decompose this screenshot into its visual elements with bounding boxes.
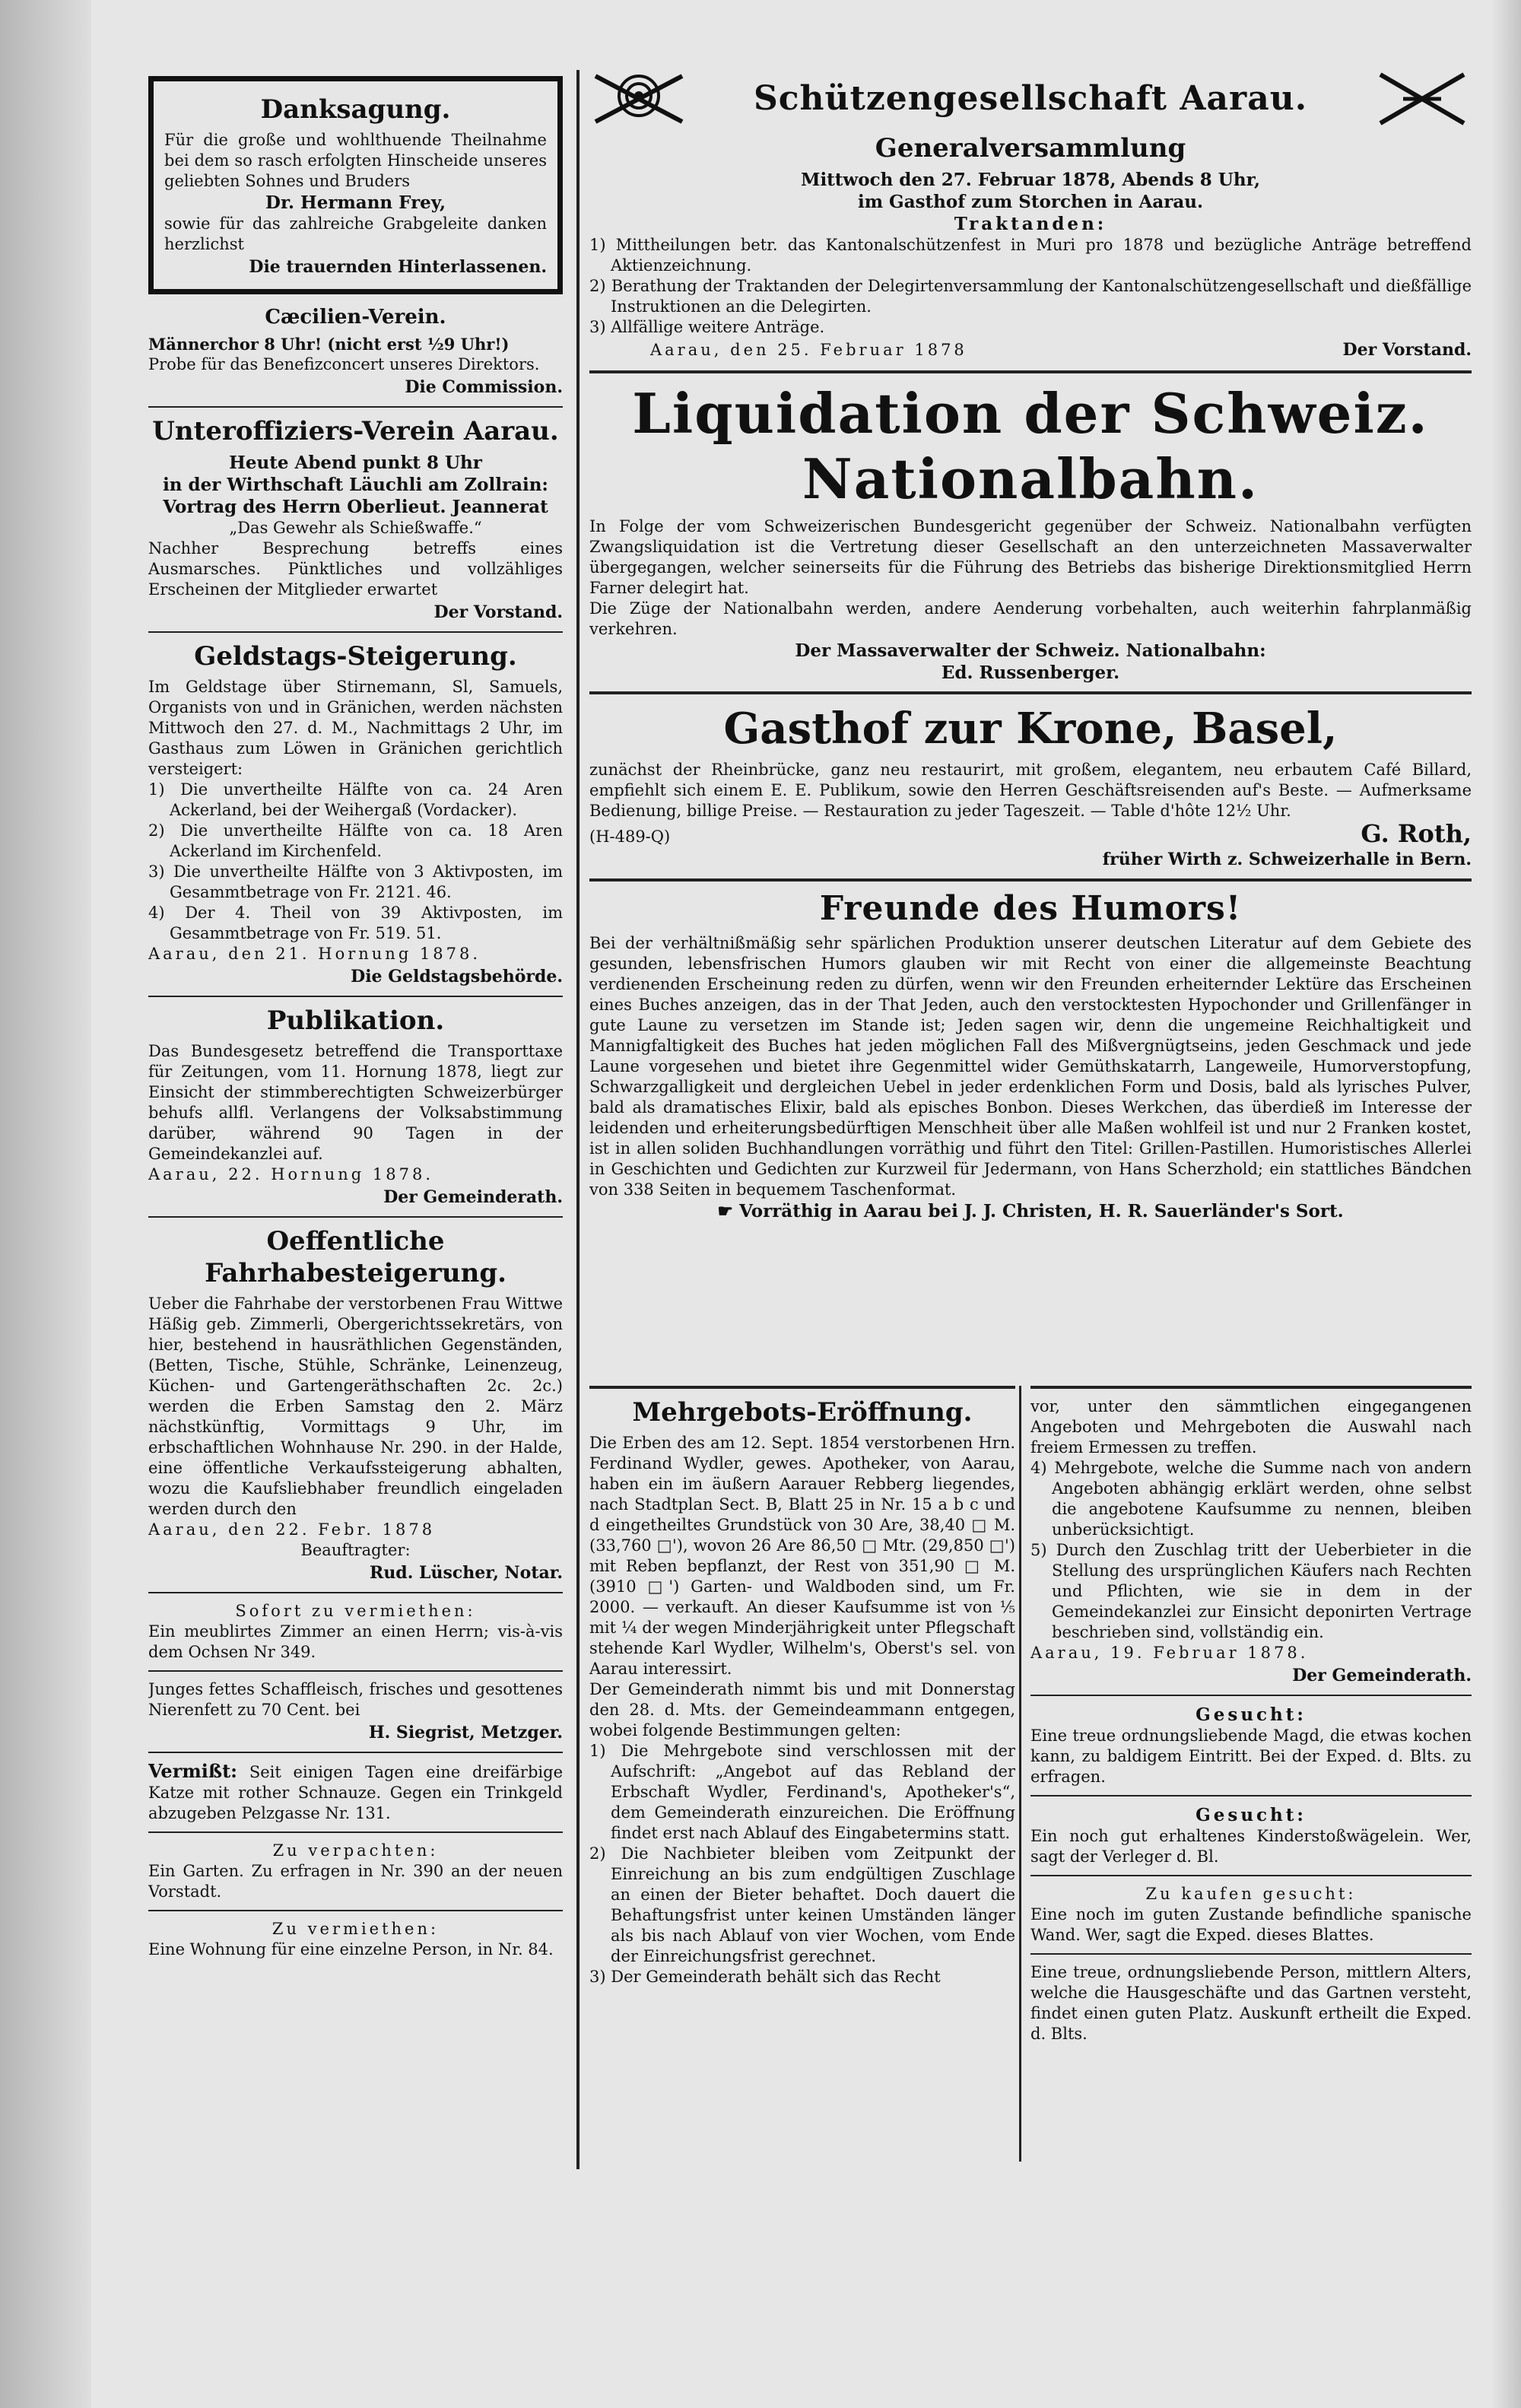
vermiethen2-text: Eine Wohnung für eine einzelne Person, in Nr. 84. — [148, 1940, 554, 1958]
caecilien-line2: Probe für das Benefizconcert unseres Direktors. — [148, 355, 540, 373]
fahrhabe-beauftragter: Beauftragter: — [300, 1541, 411, 1559]
humor-title: Freunde des Humors! — [819, 889, 1242, 928]
danksagung-title: Danksagung. — [260, 94, 451, 125]
schuetzen-header — [589, 68, 1472, 129]
publikation-title: Publikation. — [266, 1005, 445, 1036]
schuetzen-subtitle: Generalversammlung — [875, 133, 1186, 164]
pointing-hand-icon: ☛ — [717, 1201, 733, 1221]
unteroffiziers-title: Unteroffiziers-Verein Aarau. — [152, 416, 559, 446]
kaufen-text: Eine noch im guten Zustande befindliche spanische Wand. Wer, sagt die Exped. dieses Blattes. — [1030, 1905, 1472, 1944]
mehrgebots-item: 1) Die Mehrgebote sind verschlossen mit der Aufschrift: „Angebot auf das Rebland der Erbschaft Wydler, Ferdinand's, Apotheker's“, dem Gemeinderath einzureichen. Die Eröffnung findet erst nach Ablauf des Eingabetermins statt. — [589, 1742, 1015, 1842]
humor-text: Bei der verhältnißmäßig sehr spärlichen Produktion unserer deutschen Literatur auf dem Gebiete des gesunden, lebensfrischen Humors glauben wir mit Recht von einer die allgemeinste Beachtung verdienenden Erscheinung reden zu dürfen, wenn wir den Freunden erheiternder Lektüre das Erscheinen eines Buches anzeigen, das in der That Jeden, auch den verstocktesten Hypochonder und Grillenfänger in gute Laune zu versetzen im Stande ist; Jeden sagen wir, denn die ungemeine Reichhaltigkeit und Mannigfaltigkeit des Buches hat jeden möglichen Fall des Mißvergnügtseins, jeden Geschmack und jede Laune vorgesehen und bietet ihre Gegenmittel wider Gemüthskatarrh, Langeweile, Humorverstopfung, Schwarzgalligkeit und dergleichen Uebel in jeder erdenklichen Form und Dosis, bald als lyrisches Pulver, bald als dramatisches Elixir, bald als episches Bonbon. Dieses Werkchen, das überdieß im Interesse der leidenden und erheiterungsbedürftigen Menschheit über alle Maßen wohlfeil ist und nur 2 Franken kostet, ist in allen soliden Buchhandlungen vorräthig und führt den Titel: Grillen-Pastillen. Humoristisches Allerlei in Geschichten und Gedichten zur Kurzweil für Jedermann, von Hans Scherzhold; ein stattliches Bändchen von 338 Seiten in bequemem Taschenformat. — [589, 934, 1472, 1199]
geldstags-date: Aarau, den 21. Hornung 1878. — [148, 945, 481, 963]
divider — [148, 1216, 563, 1218]
divider — [148, 1910, 563, 1911]
caecilien-line1: Männerchor 8 Uhr! (nicht erst ½9 Uhr!) — [148, 335, 510, 354]
fahrhabe-title: Oeffentliche Fahrhabesteigerung. — [205, 1226, 506, 1288]
danksagung-notice — [148, 76, 563, 294]
humor-footer — [589, 1200, 1472, 1222]
liquidation-signature1: Der Massaverwalter der Schweiz. Nationalbahn: — [795, 640, 1266, 661]
schuetzen-where: im Gasthof zum Storchen in Aarau. — [857, 192, 1204, 212]
unteroffiziers-signature: Der Vorstand. — [433, 602, 563, 622]
divider — [1030, 1386, 1472, 1389]
publikation-text: Das Bundesgesetz betreffend die Transporttaxe für Zeitungen, vom 11. Hornung 1878, liegt zur Einsicht der stimmberechtigten Schweizerbürger behufs allfl. Verlangens der Volksabstimmung darüber, während 90 Tagen in der Gemeindekanzlei auf. — [148, 1042, 563, 1163]
caecilien-title: Cæcilien-Verein. — [265, 306, 446, 329]
divider — [589, 370, 1472, 373]
column-divider — [576, 70, 580, 2169]
krone-signature2: früher Wirth z. Schweizerhalle in Bern. — [1102, 850, 1472, 869]
danksagung-text: Für die große und wohlthuende Theilnahme bei dem so rasch erfolgten Hinscheide unseres geliebten Sohnes und Bruders — [164, 131, 547, 190]
krone-text: zunächst der Rheinbrücke, ganz neu restaurirt, mit großem, elegantem, neu erbautem Café Billard, empfiehlt sich einem E. E. Publikum, sowie den Herren Geschäftsreisenden auf's Beste. — Aufmerksame Bedienung, billige Preise. — Restauration zu jeder Tageszeit. — Table d'hôte 12½ Uhr. — [589, 761, 1472, 820]
page-shadow-left — [0, 0, 91, 2408]
mehrgebots-text2: Der Gemeinderath nimmt bis und mit Donnerstag den 28. d. Mts. der Gemeindeammann entgegen, wobei folgende Bestimmungen gelten: — [589, 1680, 1015, 1739]
kaufen-title: Zu kaufen gesucht: — [1145, 1885, 1357, 1903]
crossed-rifles-emblem-icon — [1373, 68, 1472, 129]
mehrgebots-title: Mehrgebots-Eröffnung. — [632, 1397, 973, 1428]
liquidation-signature2: Ed. Russenberger. — [941, 662, 1120, 683]
mehrgebots-list — [589, 1741, 1015, 1987]
gesucht1-text: Eine treue ordnungsliebende Magd, die etwas kochen kann, zu baldigem Eintritt. Bei der Exped. d. Blts. zu erfragen. — [1030, 1727, 1472, 1786]
person-text: Eine treue, ordnungsliebende Person, mittlern Alters, welche die Hausgeschäfte und das Gartnen versteht, findet einen guten Platz. Auskunft ertheilt die Exped. d. Blts. — [1030, 1963, 1472, 2043]
divider — [148, 631, 563, 633]
schuetzen-date: Aarau, den 25. Februar 1878 — [650, 341, 967, 359]
mehrgebots-column — [589, 1386, 1015, 2169]
divider — [148, 1670, 563, 1672]
liquidation-title: Liquidation der Schweiz. Nationalbahn. — [632, 381, 1429, 511]
caecilien-signature: Die Commission. — [405, 377, 563, 397]
divider — [589, 1386, 1015, 1389]
fahrhabe-text: Ueber die Fahrhabe der verstorbenen Frau Wittwe Häßig geb. Zimmerli, Obergerichtssekretärs, von hier, bestehend in hausräthlichen Gegenständen, (Betten, Tische, Stühle, Schränke, Leinenzeug, Küchen- und Gartengeräthschaften 2c. 2c.) werden die Erben Samstag den 2. März nächstkünftig, Vormittags 9 Uhr, im erbschaftlichen Wohnhause Nr. 290. in der Halde, eine öffentliche Verkaufssteigerung abhalten, wozu die Kaufsliebhaber freundlich eingeladen werden durch den — [148, 1295, 563, 1518]
target-rifles-emblem-icon — [589, 68, 688, 129]
right-column — [589, 68, 1472, 1396]
schuetzen-item: 1) Mittheilungen betr. das Kantonalschützenfest in Muri pro 1878 und bezügliche Anträge betreffend Aktienzeichnung. — [589, 236, 1472, 275]
divider — [148, 1752, 563, 1753]
divider — [148, 1831, 563, 1833]
divider — [589, 691, 1472, 694]
divider — [148, 406, 563, 408]
geldstags-intro: Im Geldstage über Stirnemann, Sl, Samuels, Organists von und in Gränichen, werden nächsten Mittwoch den 27. d. M., Nachmittags 2 Uhr, im Gasthaus zum Löwen in Gränichen gerichtlich versteigert: — [148, 678, 563, 778]
schuetzen-list — [589, 235, 1472, 338]
mehrgebots-cont-item: 4) Mehrgebote, welche die Summe nach von andern Angeboten abhängig erklärt werden, ohne selbst die angebotene Kaufsumme zu nennen, bleiben unberücksichtigt. — [1030, 1459, 1472, 1539]
page-shadow-right — [1491, 0, 1521, 2408]
divider — [148, 996, 563, 997]
geldstags-item: 1) Die unvertheilte Hälfte von ca. 24 Aren Ackerland, bei der Weihergaß (Vordacker). — [148, 780, 563, 819]
danksagung-text2: sowie für das zahlreiche Grabgeleite danken herzlichst — [164, 214, 547, 253]
schuetzen-when: Mittwoch den 27. Februar 1878, Abends 8 Uhr, — [800, 170, 1261, 190]
humor-footer-text: Vorräthig in Aarau bei J. J. Christen, H. R. Sauerländer's Sort. — [739, 1201, 1344, 1221]
liquidation-text: In Folge der vom Schweizerischen Bundesgericht gegenüber der Schweiz. Nationalbahn verfügten Zwangsliquidation ist die Vertretung dieser Gesellschaft an den unterzeichneten Massaverwalter übergegangen, welcher seinerseits für die Führung des Betriebs das bisherige Direktionsmitglied Herrn Farner delegirt hat. — [589, 517, 1472, 597]
gesucht2-text: Ein noch gut erhaltenes Kinderstoßwägelein. Wer, sagt der Verleger d. Bl. — [1030, 1827, 1472, 1866]
mehrgebots-cont-date: Aarau, 19. Februar 1878. — [1030, 1644, 1309, 1662]
vermiethen1-text: Ein meublirtes Zimmer an einen Herrn; vis-à-vis dem Ochsen Nr 349. — [148, 1622, 563, 1661]
schuetzen-title: Schützengesellschaft Aarau. — [753, 79, 1308, 118]
fahrhabe-signature: Rud. Lüscher, Notar. — [370, 1563, 563, 1583]
geldstags-item: 4) Der 4. Theil von 39 Aktivposten, im Gesammtbetrage von Fr. 519. 51. — [148, 904, 563, 942]
left-column — [148, 76, 563, 2160]
divider — [589, 878, 1472, 882]
verpachten-title: Zu verpachten: — [272, 1841, 439, 1860]
mehrgebots-cont-signature: Der Gemeinderath. — [1292, 1666, 1472, 1685]
mehrgebots-text: Die Erben des am 12. Sept. 1854 verstorbenen Hrn. Ferdinand Wydler, gewes. Apotheker, von Aarau, haben ein im äußern Aarauer Rebberg liegendes, nach Stadtplan Sect. B, Blatt 25 in Nr. 15 a b c und d eingetheiltes Grundstück von 30 Are, 38,40 □ M. (33,760 □'), wovon 26 Are 86,50 □ Mtr. (29,850 □') mit Reben bepflanzt, der Rest von 351,90 □ M. (3910 □') Garten- und Waldboden sind, um Fr. 2000. — verkauft. An dieser Kaufsumme ist von ⅕ mit ¼ der wegen Minderjährigkeit unter Pflegschaft stehende Karl Wydler, Wilhelm's, Oberst's sel. von Aarau interessirt. — [589, 1434, 1015, 1678]
schuetzen-traktanden: Traktanden: — [954, 214, 1107, 234]
mehrgebots-cont-text: vor, unter den sämmtlichen eingegangenen Angeboten und Mehrgeboten die Auswahl nach freiem Ermessen zu treffen. — [1030, 1397, 1472, 1457]
vermiethen1-title: Sofort zu vermiethen: — [235, 1602, 476, 1620]
vermisst-title: Vermißt: — [148, 1760, 238, 1782]
danksagung-signature: Die trauernden Hinterlassenen. — [249, 257, 547, 277]
fahrhabe-date: Aarau, den 22. Febr. 1878 — [148, 1520, 436, 1539]
unteroffiziers-text: Nachher Besprechung betreffs eines Ausmarsches. Pünktliches und vollzähliges Erscheinen der Mitglieder erwartet — [148, 539, 563, 599]
schuetzen-signature: Der Vorstand. — [1342, 340, 1472, 360]
schaffleisch-signature: H. Siegrist, Metzger. — [368, 1723, 563, 1742]
small-ads-column — [1030, 1386, 1472, 2169]
mehrgebots-cont-list — [1030, 1458, 1472, 1643]
verpachten-text: Ein Garten. Zu erfragen in Nr. 390 an der neuen Vorstadt. — [148, 1862, 563, 1901]
gesucht2-title: Gesucht: — [1196, 1805, 1307, 1825]
krone-code: (H-489-Q) — [589, 828, 671, 846]
publikation-signature: Der Gemeinderath. — [383, 1187, 563, 1207]
mehrgebots-item: 3) Der Gemeinderath behält sich das Recht — [589, 1968, 941, 1986]
divider — [1030, 1695, 1472, 1696]
unteroffiziers-line2: in der Wirthschaft Läuchli am Zollrain: — [163, 475, 548, 495]
krone-title: Gasthof zur Krone, Basel, — [723, 704, 1338, 754]
unteroffiziers-line1: Heute Abend punkt 8 Uhr — [229, 453, 482, 473]
geldstags-list — [148, 780, 563, 944]
danksagung-name: Dr. Hermann Frey, — [265, 192, 446, 213]
divider — [1030, 1875, 1472, 1876]
geldstags-title: Geldstags-Steigerung. — [194, 641, 517, 672]
divider — [148, 1592, 563, 1593]
divider — [1030, 1953, 1472, 1955]
liquidation-text2: Die Züge der Nationalbahn werden, andere Aenderung vorbehalten, auch weiterhin fahrplanmäßig verkehren. — [589, 599, 1472, 638]
geldstags-item: 3) Die unvertheilte Hälfte von 3 Aktivposten, im Gesammtbetrage von Fr. 2121. 46. — [148, 862, 563, 901]
mehrgebots-cont-item: 5) Durch den Zuschlag tritt der Ueberbieter in die Stellung des ursprünglichen Käufers nach Rechten und Pflichten, wie sie in dem in der Gemeindekanzlei zur Einsicht deponirten Vertrage beschrieben sind, vollständig ein. — [1030, 1541, 1472, 1641]
schaffleisch-text: Junges fettes Schaffleisch, frisches und gesottenes Nierenfett zu 70 Cent. bei — [148, 1680, 563, 1719]
vermiethen2-title: Zu vermiethen: — [271, 1920, 440, 1938]
geldstags-signature: Die Geldstagsbehörde. — [351, 967, 563, 986]
gesucht1-title: Gesucht: — [1196, 1704, 1307, 1725]
schuetzen-item: 3) Allfällige weitere Anträge. — [589, 318, 825, 336]
unteroffiziers-line4: „Das Gewehr als Schießwaffe.“ — [229, 519, 482, 537]
vermisst-text: Seit einigen Tagen eine dreifärbige Katze mit rother Schnauze. Gegen ein Trinkgeld abzugeben Pelzgasse Nr. 131. — [148, 1763, 563, 1822]
schuetzen-item: 2) Berathung der Traktanden der Delegirtenversammlung der Kantonalschützengesellschaft und dießfällige Instruktionen an die Delegirten. — [589, 277, 1472, 316]
publikation-date: Aarau, 22. Hornung 1878. — [148, 1165, 433, 1183]
unteroffiziers-line3: Vortrag des Herrn Oberlieut. Jeannerat — [163, 497, 548, 517]
krone-signature: G. Roth, — [1361, 819, 1472, 848]
mehrgebots-item: 2) Die Nachbieter bleiben vom Zeitpunkt der Einreichung an bis zum endgültigen Zuschlage an einen der Bieter behaftet. Doch dauert die Behaftungsfrist unter keinen Umständen länger als bis nach Ablauf von vier Wochen, vom Ende der Einreichungsfrist gerechnet. — [589, 1844, 1015, 1965]
geldstags-item: 2) Die unvertheilte Hälfte von ca. 18 Aren Ackerland im Kirchenfeld. — [148, 821, 563, 860]
column-divider-bottom — [1019, 1386, 1021, 2162]
divider — [1030, 1795, 1472, 1796]
